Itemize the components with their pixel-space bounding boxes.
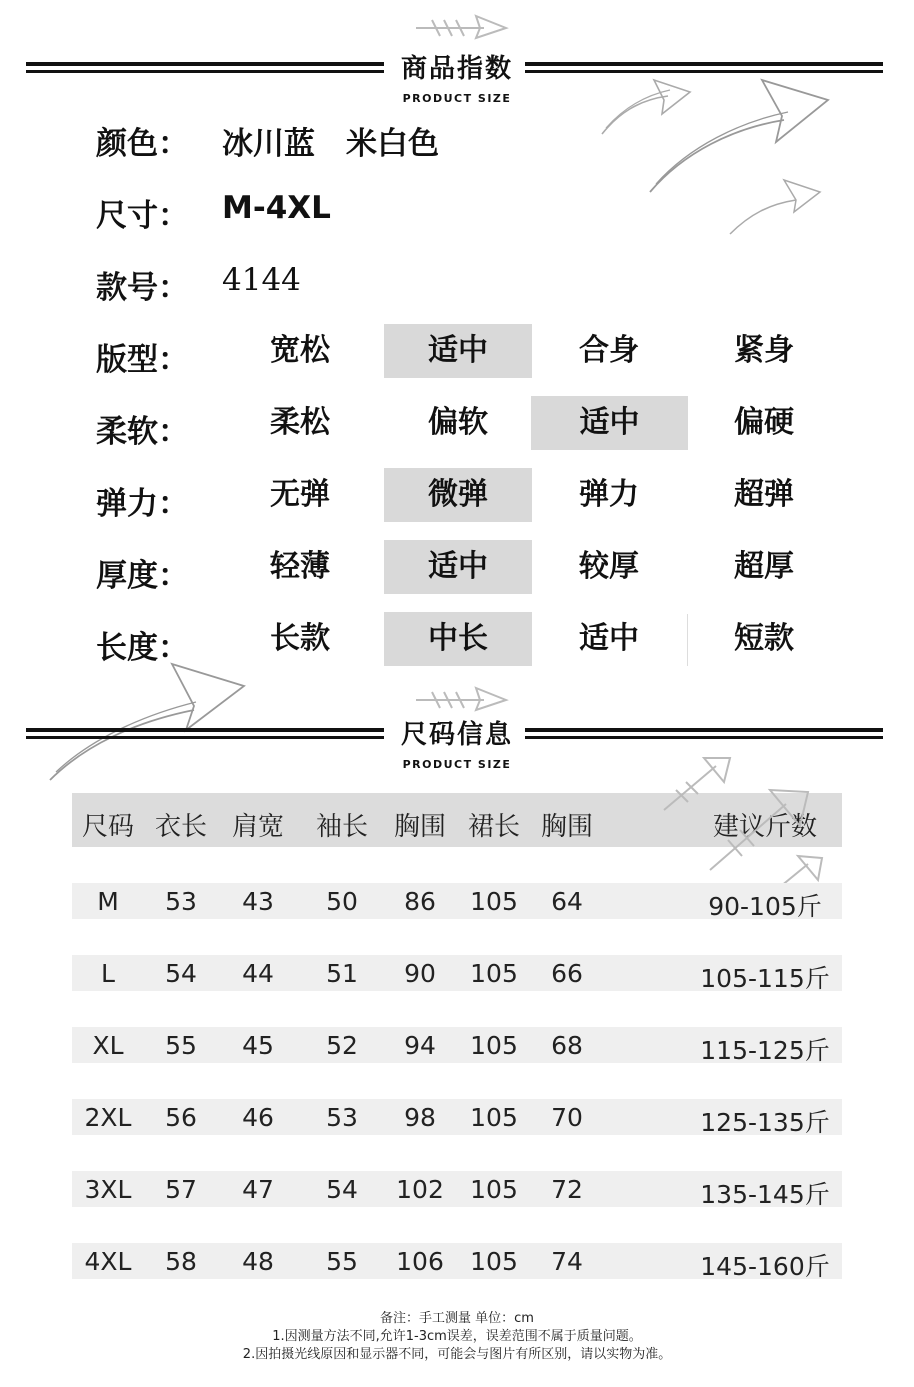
size-label: 尺寸： xyxy=(96,198,189,234)
table-cell: 72 xyxy=(551,1175,583,1204)
table-cell: 53 xyxy=(165,887,197,916)
section2-subtitle: PRODUCT SIZE xyxy=(402,758,512,771)
index-option: 适中 xyxy=(384,540,532,594)
table-cell: 68 xyxy=(551,1031,583,1060)
table-cell: 98 xyxy=(404,1103,436,1132)
table-header-cell: 胸围 xyxy=(540,812,593,842)
table-cell: 45 xyxy=(242,1031,274,1060)
table-cell: 51 xyxy=(326,959,358,988)
index-option: 弹力 xyxy=(579,477,639,512)
index-option: 短款 xyxy=(734,621,794,656)
index-option: 超厚 xyxy=(734,549,794,584)
table-header-cell: 衣长 xyxy=(154,812,207,842)
table-cell: 105 xyxy=(470,959,518,988)
index-option: 宽松 xyxy=(270,333,330,368)
table-cell: 90-105斤 xyxy=(708,892,822,921)
index-label: 长度： xyxy=(96,630,189,666)
index-option: 偏软 xyxy=(428,405,488,440)
index-option: 超弹 xyxy=(734,477,794,512)
table-cell: 48 xyxy=(242,1247,274,1276)
index-option: 紧身 xyxy=(734,333,794,368)
index-option: 柔松 xyxy=(270,405,330,440)
table-cell: 74 xyxy=(551,1247,583,1276)
table-cell: 2XL xyxy=(84,1103,132,1132)
section2-rule-left xyxy=(26,728,384,739)
measure-note: 备注：手工测量 单位：cm xyxy=(380,1311,534,1326)
table-cell: 115-125斤 xyxy=(700,1036,830,1065)
table-header-cell: 裙长 xyxy=(467,812,520,842)
index-option: 适中 xyxy=(579,621,639,656)
table-header-cell: 尺码 xyxy=(81,812,134,842)
index-option: 中长 xyxy=(384,612,532,666)
section2-rule-right xyxy=(525,728,883,739)
table-header-cell: 胸围 xyxy=(393,812,446,842)
table-cell: 58 xyxy=(165,1247,197,1276)
table-cell: 105 xyxy=(470,1103,518,1132)
table-cell: 50 xyxy=(326,887,358,916)
style-number-label: 款号： xyxy=(96,270,189,306)
index-option: 适中 xyxy=(531,396,688,450)
table-cell: 43 xyxy=(242,887,274,916)
index-label: 厚度： xyxy=(96,558,189,594)
section1-subtitle: PRODUCT SIZE xyxy=(402,92,512,105)
index-option: 轻薄 xyxy=(270,549,330,584)
note-line-1: 1.因测量方法不同,允许1-3cm误差，误差范围不属于质量问题。 xyxy=(272,1329,642,1344)
table-cell: 47 xyxy=(242,1175,274,1204)
note-line-2: 2.因拍摄光线原因和显示器不同，可能会与图片有所区别，请以实物为准。 xyxy=(242,1347,672,1362)
table-cell: 56 xyxy=(165,1103,197,1132)
table-cell: 54 xyxy=(165,959,197,988)
color-value: 冰川蓝 米白色 xyxy=(222,126,439,162)
arrow-decoration-icon xyxy=(44,656,254,786)
table-cell: 86 xyxy=(404,887,436,916)
index-option: 微弹 xyxy=(384,468,532,522)
table-cell: 55 xyxy=(165,1031,197,1060)
index-label: 版型： xyxy=(96,342,189,378)
arrow-decoration-icon xyxy=(726,174,826,238)
table-cell: 102 xyxy=(396,1175,444,1204)
index-option: 偏硬 xyxy=(734,405,794,440)
index-option: 较厚 xyxy=(579,549,639,584)
table-cell: 44 xyxy=(242,959,274,988)
arrow-decoration-icon xyxy=(414,680,514,714)
table-cell: 53 xyxy=(326,1103,358,1132)
color-label: 颜色： xyxy=(96,126,189,162)
table-cell: 90 xyxy=(404,959,436,988)
table-cell: 3XL xyxy=(84,1175,132,1204)
index-label: 弹力： xyxy=(96,486,189,522)
index-option: 合身 xyxy=(579,333,639,368)
table-cell: 94 xyxy=(404,1031,436,1060)
divider xyxy=(687,614,688,666)
index-option: 长款 xyxy=(270,621,330,656)
table-cell: 145-160斤 xyxy=(700,1252,830,1281)
table-header-cell: 肩宽 xyxy=(231,812,284,842)
table-cell: 52 xyxy=(326,1031,358,1060)
table-cell: 106 xyxy=(396,1247,444,1276)
table-cell: L xyxy=(101,959,115,988)
index-label: 柔软： xyxy=(96,414,189,450)
table-cell: 57 xyxy=(165,1175,197,1204)
table-cell: 105 xyxy=(470,1175,518,1204)
table-cell: 105 xyxy=(470,1031,518,1060)
size-value: M-4XL xyxy=(222,190,331,226)
table-cell: M xyxy=(97,887,119,916)
table-cell: 125-135斤 xyxy=(700,1108,830,1137)
section2-title: 尺码信息 xyxy=(400,720,513,750)
table-cell: 105-115斤 xyxy=(700,964,830,993)
table-cell: XL xyxy=(92,1031,124,1060)
table-cell: 54 xyxy=(326,1175,358,1204)
table-cell: 135-145斤 xyxy=(700,1180,830,1209)
table-header-cell: 袖长 xyxy=(315,812,368,842)
table-cell: 66 xyxy=(551,959,583,988)
section1-rule-left xyxy=(26,62,384,73)
table-cell: 105 xyxy=(470,887,518,916)
table-cell: 4XL xyxy=(84,1247,132,1276)
section1-title: 商品指数 xyxy=(400,54,513,84)
table-header-cell: 建议斤数 xyxy=(712,812,817,842)
table-cell: 46 xyxy=(242,1103,274,1132)
table-cell: 105 xyxy=(470,1247,518,1276)
index-option: 无弹 xyxy=(270,477,330,512)
style-number-value: 4144 xyxy=(222,262,301,298)
arrow-decoration-icon xyxy=(414,8,514,42)
table-cell: 70 xyxy=(551,1103,583,1132)
table-cell: 64 xyxy=(551,887,583,916)
index-option: 适中 xyxy=(384,324,532,378)
table-cell: 55 xyxy=(326,1247,358,1276)
